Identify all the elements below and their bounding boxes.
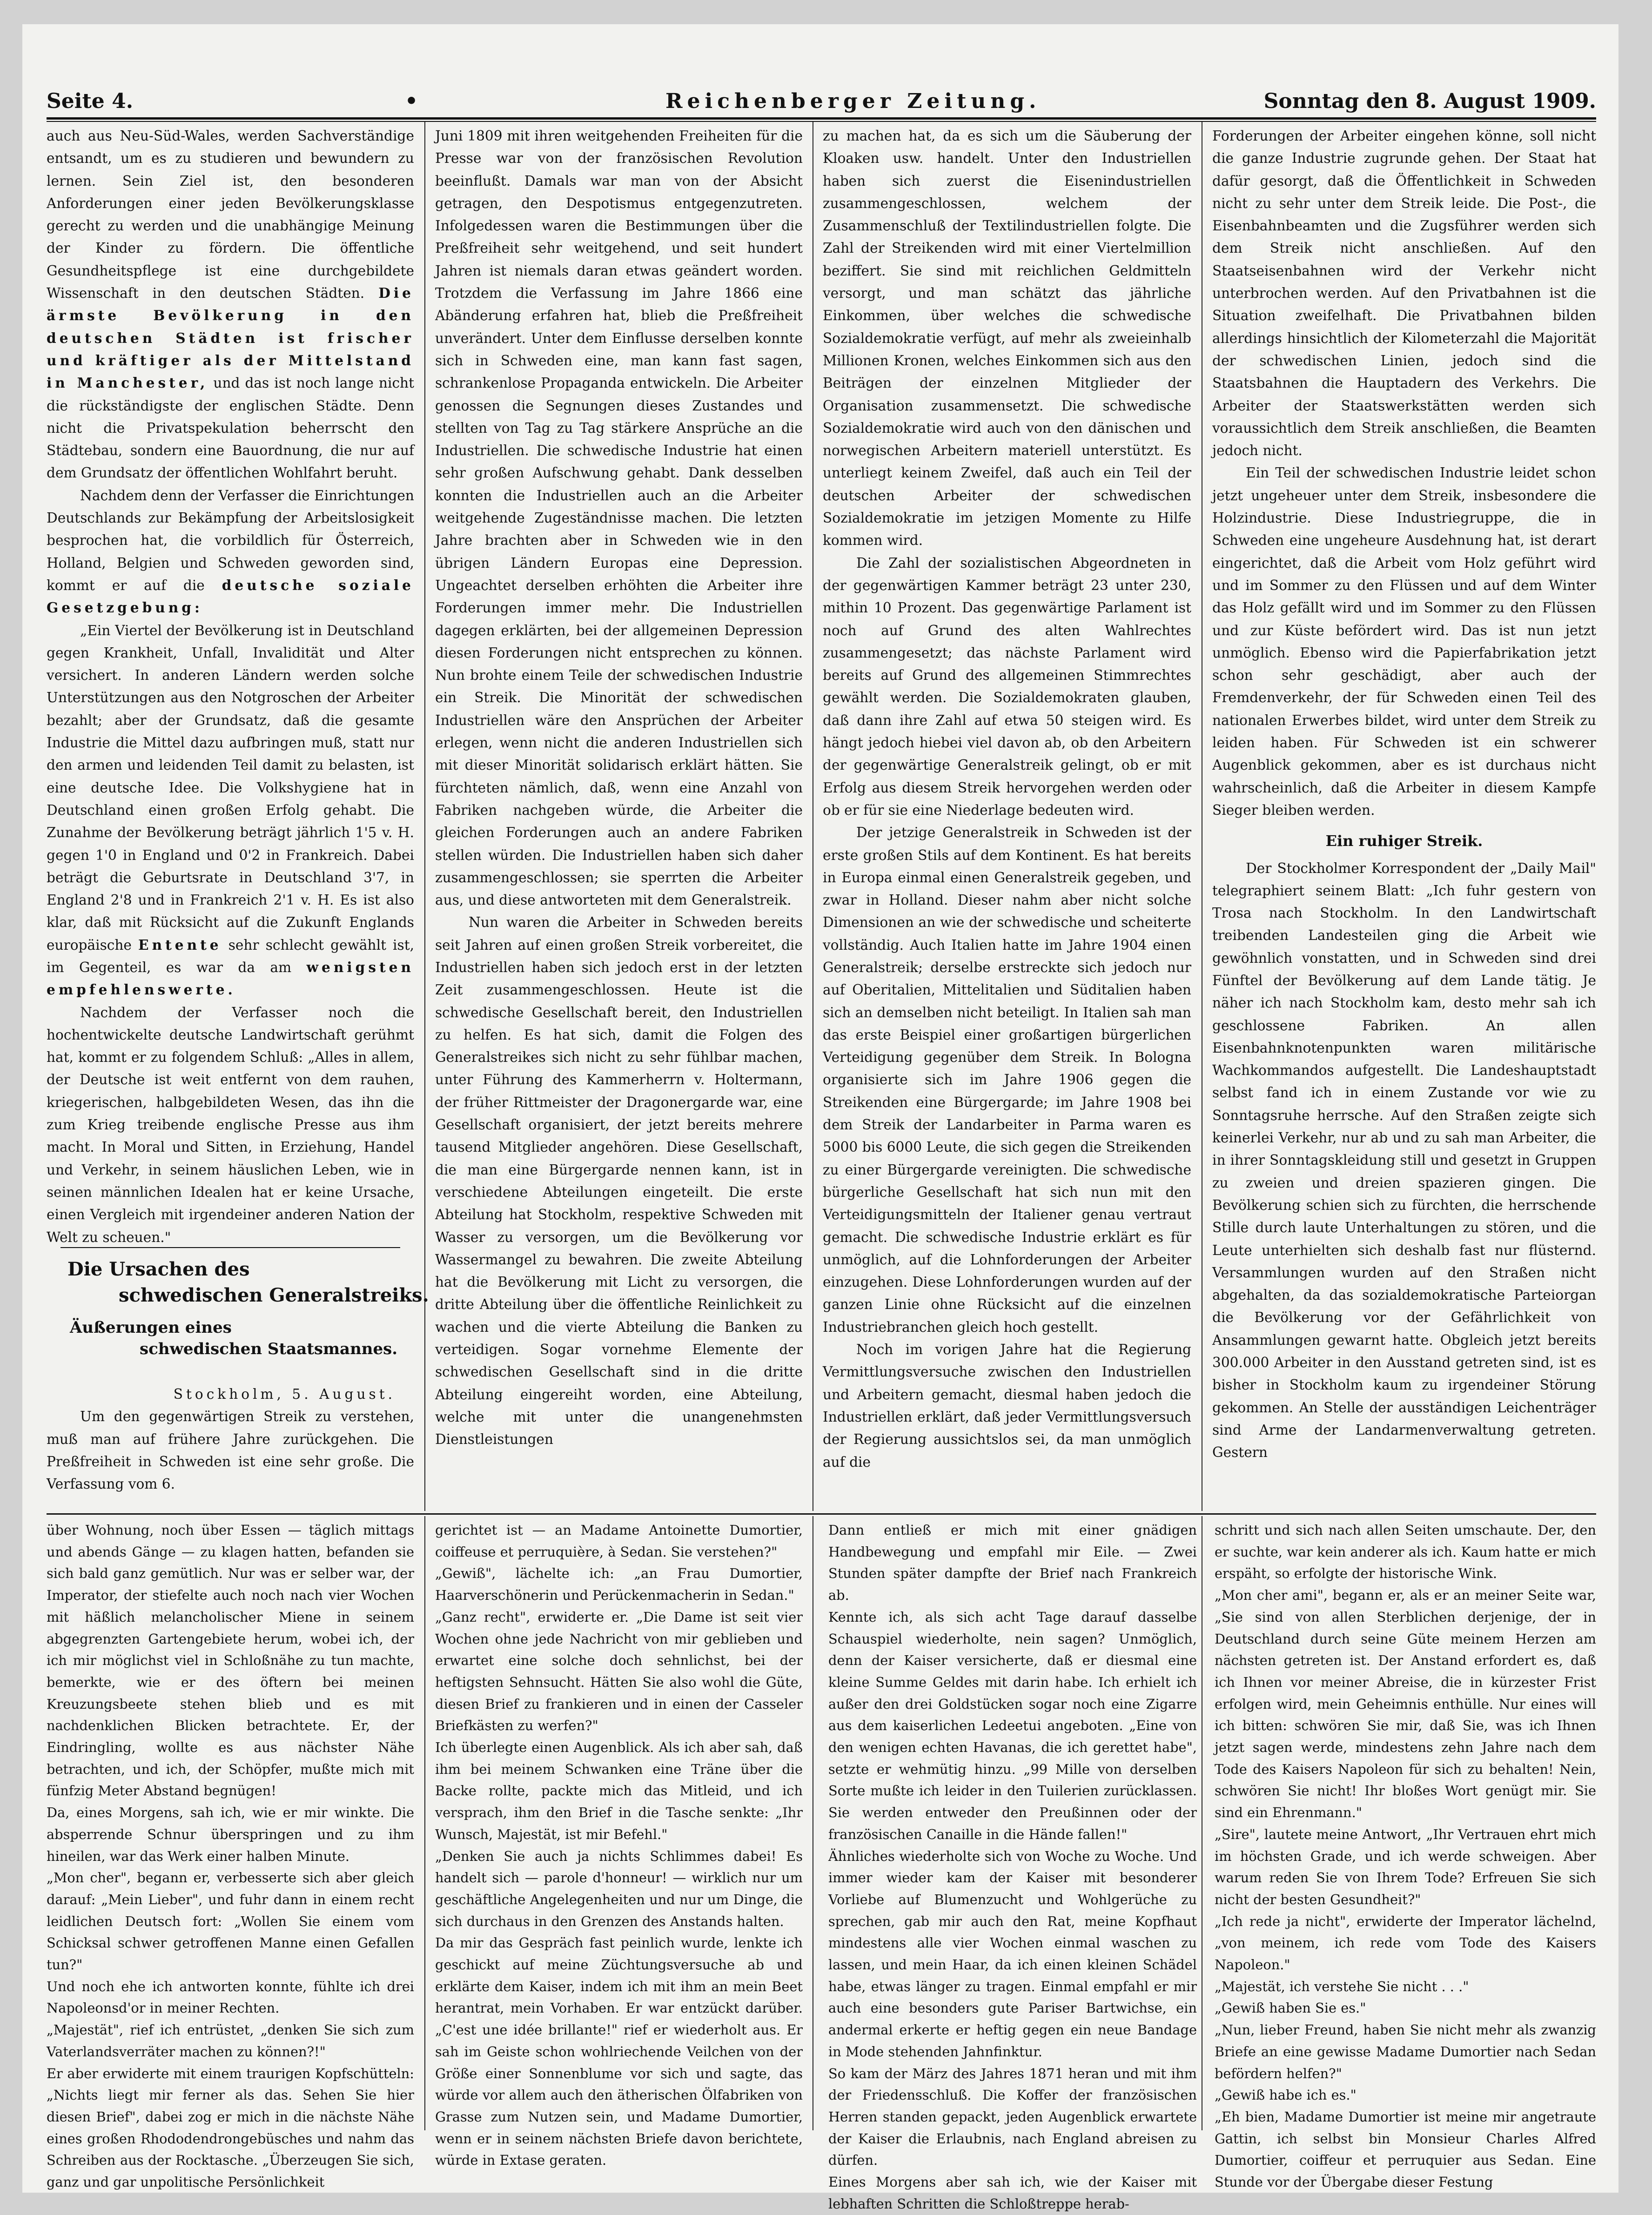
page-header <box>47 64 1596 120</box>
paragraph: Die Zahl der sozialistischen Abgeordneten in der gegenwärtigen Kammer beträgt 23 unter 230, mithin 10 Prozent. Das gegenwärtige Parlament ist noch auf Grund des alten Wahlrechtes zusammengesetzt; das nächste Parlament wird bereits auf Grund des allgemeinen Stimmrechtes gewählt werden. Die Sozialdemokraten glauben, daß dann ihre Zahl auf etwa 50 steigen wird. Es hängt jedoch hiebei viel davon ab, ob den Arbeitern der gegenwärtige Generalstreik gelingt, ob er mit Erfolg aus diesem Streik hervorgehen werden oder ob er für sie eine Niederlage bedeuten wird. <box>823 555 1191 818</box>
paragraph: Der jetzige Generalstreik in Schweden ist der erste großen Stils auf dem Kontinent. Es hat bereits in Europa einmal einen Generalstreik gegeben, und zwar in Holland. Dieser nahm aber nicht solche Dimensionen an wie der schwedische und scheiterte vollständig. Auch Italien hatte im Jahre 1904 einen Generalstreik; derselbe erstreckte sich jedoch nur auf Oberitalien, Mittelitalien und Süditalien haben sich an demselben nicht beteiligt. In Italien sah man das erste Beispiel einer großartigen bürgerlichen Verteidigung gegenüber dem Streik. In Bologna organisierte sich im Jahre 1906 gegen die Streikenden eine Bürgergarde; im Jahre 1908 bei dem Streik der Landarbeiter in Parma waren es 5000 bis 6000 Leute, die sich gegen die Streikenden zu einer Bürgergarde vereinigten. Die schwedische bürgerliche Gesellschaft hat sich nun mit den Verteidigungsmitteln der Italiener genau vertraut gemacht. Die schwedische Industrie erklärt es für unmöglich, auf die Lohnforderungen der Arbeiter einzugehen. Diese Lohnforderungen wurden auf der ganzen Linie ohne Rücksicht auf die einzelnen Industriebranchen gleich hoch gestellt. <box>823 825 1191 1335</box>
dateline: Stockholm, 5. August. <box>173 1386 396 1402</box>
paragraph: „Ein Viertel der Bevölkerung ist in Deutschland gegen Krankheit, Unfall, Invalidität und Alter versichert. In anderen Ländern werden solche Unterstützungen aus den Notgroschen der Arbeiter bezahlt; aber der Grundsatz, daß die gesamte Industrie die Mittel dazu aufbringen muß, statt nur den armen und leidenden Teil damit zu belasten, ist eine deutsche Idee. Die Volkshygiene hat in Deutschland einen großen Erfolg gehabt. Die Zunahme der Bevölkerung beträgt jährlich 1'5 v. H. gegen 1'0 in England und 0'2 in Frankreich. Dabei beträgt die Geburtsrate in Deutschland 3'7, in England 2'8 und in Frankreich 2'1 v. H. Es ist also klar, daß mit Rücksicht auf die Zukunft Englands europäische Entente sehr schlecht gewählt ist, im Gegenteil, es war da am wenigsten empfehlenswerte. <box>47 622 414 998</box>
column-divider <box>424 1516 425 2130</box>
header-ornament: • <box>405 89 418 113</box>
article-column-4 <box>1212 125 1596 1509</box>
article-column-2 <box>435 125 803 1509</box>
paragraph: über Wohnung, noch über Essen — täglich mittags und abends Gänge — zu klagen hatten, befanden sie sich bald ganz gemütlich. Nur was er selber war, der Imperator, der stiefelte auch noch nach vier Wochen mit häßlich melancholischer Miene in seinem abgegrenzten Gartengebiete herum, wobei ich, der ich mir möglichst viel in Schloßnähe zu tun machte, bemerkte, wie er des öftern bei meinen Kreuzungsbeete stehen blieb und es mit nachdenklichen Blicken betrachtete. Er, der Eindringling, wollte es aus nächster Nähe betrachten, und ich, der Schöpfer, mußte mich mit fünfzig Meter Abstand begnügen! Da, eines Morgens, sah ich, wie er mir winkte. Die absperrende Schnur überspringen und zu ihm hineilen, war das Werk einer halben Minute. „Mon cher", begann er, verbesserte sich aber gleich darauf: „Mein Lieber", und fuhr dann in einem recht leidlichen Deutsch fort: „Wollen Sie einem vom Schicksal schwer getroffenen Manne einen Gefallen tun?" Und noch ehe ich antworten konnte, fühlte ich drei Napoleonsd'or in meiner Rechten. „Majestät", rief ich entrüstet, „denken Sie sich zum Vaterlandsverräter machen zu können?!" Er aber erwiderte mit einem traurigen Kopfschütteln: „Nichts liegt mir ferner als das. Sehen Sie hier diesen Brief", dabei zog er mich in die nächste Nähe eines großen Rhododendrongebüsches und nahm das Schreiben aus der Rocktasche. „Überzeugen Sie sich, ganz und gar unpolitische Persönlichkeit <box>47 1522 414 2190</box>
section-subheading: Ein ruhiger Streik. <box>1325 832 1483 850</box>
page-number: Seite 4. <box>47 89 134 113</box>
paragraph: Um den gegenwärtigen Streik zu verstehen, muß man auf frühere Jahre zurückgehen. Die Preßfreiheit in Schweden ist eine sehr große. Die Verfassung vom 6. <box>47 1409 414 1492</box>
paragraph: Der Stockholmer Korrespondent der „Daily Mail" telegraphiert seinem Blatt: „Ich fuhr gestern von Trosa nach Stockholm. In den Landwirtschaft treibenden Landesteilen ging die Arbeit wie gewöhnlich vonstatten, und in Schweden sind drei Fünftel der Bevölkerung auf dem Lande tätig. Je näher ich nach Stockholm kam, desto mehr sah ich geschlossene Fabriken. An allen Eisenbahnknotenpunkten waren militärische Wachkommandos aufgestellt. Die Landeshauptstadt selbst fand ich in einem Zustande vor wie zu Sonntagsruhe herrsche. Auf den Straßen zeigte sich keinerlei Verkehr, nur ab und zu sah man Arbeiter, die in ihrer Sonntagskleidung still und gesetzt in Gruppen zu zweien und dreien spazieren gingen. Die Bevölkerung schien sich zu fürchten, die herrschende Stille durch laute Unterhaltungen zu stören, und die Leute unterhielten sich deshalb fast nur flüsternd. Versammlungen wurden auf den Straßen nicht abgehalten, da das sozialdemokratische Parteiorgan die Bevölkerung vor der Gefährlichkeit von Ansammlungen gewarnt hatte. Obgleich jetzt bereits 300.000 Arbeiter in den Ausstand getreten sind, ist es bisher in Stockholm kaum zu irgendeiner Störung gekommen. An Stelle der ausständigen Leichenträger sind Arme der Landarmenverwaltung getreten. Gestern <box>1212 860 1596 1461</box>
feuilleton-column-4 <box>1215 1519 1596 2190</box>
paragraph: Forderungen der Arbeiter eingehen könne, soll nicht die ganze Industrie zugrunde gehen. Der Staat hat dafür gesorgt, daß die Öffentlichkeit in Schweden nicht zu sehr unter dem Streik leide. Die Post-, die Eisenbahnbeamten und die Zugsführer werden sich dem Streik nicht anschließen. Auf den Staatseisenbahnen wird der Verkehr nicht unterbrochen werden. Auf den Privatbahnen ist die Situation zweifelhaft. Die Privatbahnen bilden allerdings hinsichtlich der Kilometerzahl die Majorität der schwedischen Linien, jedoch sind die Staatsbahnen die Hauptadern des Verkehrs. Die Arbeiter der Staatswerkstätten werden sich voraussichtlich dem Streik anschließen, die Beamten jedoch nicht. <box>1212 128 1596 459</box>
article-intro <box>47 1383 414 1513</box>
feuilleton-column-3 <box>828 1519 1197 2212</box>
paragraph: Juni 1809 mit ihren weitgehenden Freiheiten für die Presse war von der französischen Revolution beeinflußt. Damals war man von der Absicht getragen, den Despotismus entgegenzutreten. Infolgedessen waren die Bestimmungen über die Preßfreiheit sehr weitgehend, und seit hundert Jahren ist niemals daran etwas geändert worden. Trotzdem die Verfassung im Jahre 1866 eine Abänderung erfahren hat, blieb die Preßfreiheit unverändert. Unter dem Einflusse derselben konnte sich in Schweden eine, man kann fast sagen, schrankenlose Propaganda entwickeln. Die Arbeiter genossen die Segnungen dieses Zustandes und stellten von Tag zu Tag stärkere Ansprüche an die Industriellen. Die schwedische Industrie hat einen sehr großen Aufschwung gehabt. Dank desselben konnten die Industriellen auch an die Arbeiter weitgehende Zugeständnisse machen. Die letzten Jahre brachten aber in Schweden wie in den übrigen Ländern Europas eine Depression. Ungeachtet derselben erhöhten die Arbeiter ihre Forderungen immer mehr. Die Industriellen dagegen erklärten, bei der allgemeinen Depression diesen Forderungen nicht entsprechen zu können. Nun brohte einem Teile der schwedischen Industrie ein Streik. Die Minorität der schwedischen Industriellen wäre den Ansprüchen der Arbeiter erlegen, wenn nicht die anderen Industriellen sich mit dieser Minorität solidarisch erklärt hätten. Sie fürchteten nämlich, daß, wenn eine Anzahl von Fabriken nachgeben würde, die Arbeiter die gleichen Forderungen auch an andere Fabriken stellen würden. Die Industriellen haben sich daher zusammengeschlossen; sie sperrten die Arbeiter aus, und diese antworteten mit dem Generalstreik. <box>435 128 803 908</box>
paragraph: schritt und sich nach allen Seiten umschaute. Der, den er suchte, war kein anderer als ich. Kaum hatte er mich erspäht, so erfolgte der historische Wink. „Mon cher ami", begann er, als er an meiner Seite war, „Sie sind von allen Sterblichen derjenige, der in Deutschland durch seine Güte meinem Herzen am nächsten getreten ist. Der Anstand erfordert es, daß ich Ihnen vor meiner Abreise, die in kürzester Frist erfolgen wird, mein Geheimnis enthülle. Nur eines will ich bitten: schwören Sie mir, daß Sie, was ich Ihnen jetzt sagen werde, mindestens zehn Jahre nach dem Tode des Kaisers Napoleon für sich zu behalten! Nein, schwören Sie nicht! Ihr bloßes Wort genügt mir. Sie sind ein Ehrenmann." „Sire", lautete meine Antwort, „Ihr Vertrauen ehrt mich im höchsten Grade, und ich werde schweigen. Aber warum reden Sie von Ihrem Tode? Erfreuen Sie sich nicht der besten Gesundheit?" „Ich rede ja nicht", erwiderte der Imperator lächelnd, „von meinem, ich rede vom Tode des Kaisers Napoleon." „Majestät, ich verstehe Sie nicht . . ." „Gewiß haben Sie es." „Nun, lieber Freund, haben Sie nicht mehr als zwanzig Briefe an eine gewisse Madame Dumortier nach Sedan befördern helfen?" „Gewiß habe ich es." „Eh bien, Madame Dumortier ist meine mir angetraute Gattin, ich selbst bin Monsieur Charles Alfred Dumortier, coiffeur et perruquier aus Sedan. Eine Stunde vor der Übergabe dieser Festung <box>1215 1522 1596 2190</box>
feuilleton-column-2 <box>435 1519 803 2168</box>
issue-date: Sonntag den 8. August 1909. <box>1263 89 1596 113</box>
paragraph: Nun waren die Arbeiter in Schweden bereits seit Jahren auf einen großen Streik vorbereitet, die Industriellen haben sich jedoch erst in der letzten Zeit zusammengeschlossen. Heute ist die schwedische Gesellschaft bereit, den Industriellen zu helfen. Es hat sich, damit die Folgen des Generalstreikes sich nicht zu sehr fühlbar machen, unter Führung des Kammerherrn v. Holtermann, der früher Rittmeister der Dragonergarde war, eine Gesellschaft organisiert, der jetzt bereits mehrere tausend Mitglieder angehören. Diese Gesellschaft, die man eine Bürgergarde nennen kann, ist in verschiedene Abteilungen eingeteilt. Die erste Abteilung hat Stockholm, respektive Schweden mit Wasser zu versorgen, um die Bevölkerung vor Wassermangel zu bewahren. Die zweite Abteilung hat die Bevölkerung mit Licht zu versorgen, die dritte Abteilung über die öffentliche Reinlichkeit zu wachen und die vierte Abteilung die Banken zu verteidigen. Sogar vornehme Elemente der schwedischen Gesellschaft sind in die dritte Abteilung eingereiht worden, eine Abteilung, welche mit unter die unangenehmsten Dienstleistungen <box>435 914 803 1448</box>
paragraph: Nachdem der Verfasser noch die hochentwickelte deutsche Landwirtschaft gerühmt hat, kommt er zu folgendem Schluß: „Alles in allem, der Deutsche ist weit entfernt von dem rauhen, kriegerischen, halbgebildeten Wesen, das ihn die zum Krieg treibende englische Presse aus ihm macht. In Moral und Sitten, in Erziehung, Handel und Verkehr, in seinem häuslichen Leben, wie in seinen männlichen Idealen hat er keine Ursache, einen Vergleich mit irgendeiner anderen Nation der Welt zu scheuen." <box>47 1004 414 1245</box>
feuilleton-rule <box>47 1513 1596 1515</box>
newspaper-title: Reichenberger Zeitung. <box>665 89 1041 113</box>
paragraph: gerichtet ist — an Madame Antoinette Dumortier, coiffeuse et perruquière, à Sedan. Sie verstehen?" „Gewiß", lächelte ich: „an Frau Dumortier, Haarverschönerin und Perückenmacherin in Sedan." „Ganz recht", erwiderte er. „Die Dame ist seit vier Wochen ohne jede Nachricht von mir geblieben und erwartet eine solche doch sehnlichst, bei der heftigsten Sehnsucht. Hätten Sie also wohl die Güte, diesen Brief zu frankieren und in einen der Casseler Briefkästen zu werfen?" Ich überlegte einen Augenblick. Als ich aber sah, daß ihm bei meinem Schwanken eine Träne über die Backe rollte, packte mich das Mitleid, und ich versprach, ihm den Brief in die Tasche senkte: „Ihr Wunsch, Majestät, ist mir Befehl." „Denken Sie auch ja nichts Schlimmes dabei! Es handelt sich — parole d'honneur! — wirklich nur um geschäftliche Angelegenheiten und nur um Dinge, die sich durchaus in den Grenzen des Anstands halten. Da mir das Gespräch fast peinlich wurde, lenkte ich geschickt auf meine Züchtungsversuche ab und erklärte dem Kaiser, indem ich mit ihm an mein Beet herantrat, mein Vorhaben. Er war entzückt darüber. „C'est une idée brillante!" rief er wiederholt aus. Er sah im Geiste schon wohlriechende Veilchen von der Größe einer Sonnenblume vor sich und sagte, das würde vor allem auch den ätherischen Ölfabriken von Grasse zum Nutzen sein, und Madame Dumortier, wenn er in seinem nächsten Briefe davon berichtete, würde in Extase geraten. <box>435 1522 803 2168</box>
paragraph: Noch im vorigen Jahre hat die Regierung Vermittlungsversuche zwischen den Industriellen und Arbeitern gemacht, diesmal haben jedoch die Industriellen erklärt, daß jeder Vermittlungsversuch der Regierung aussichtslos sei, da man unmöglich auf die <box>823 1342 1191 1470</box>
paragraph: auch aus Neu-Süd-Wales, werden Sachverständige entsandt, um es zu studieren und bewundern zu lernen. Sein Ziel ist, den besonderen Anforderungen einer jeden Bevölkerungsklasse gerecht zu werden und die unabhängige Meinung der Kinder zu fördern. Die öffentliche Gesundheitspflege ist eine durchgebildete Wissenschaft in den deutschen Städten. Die ärmste Bevölkerung in den deutschen Städten ist frischer und kräftiger als der Mittelstand in Manchester, und das ist noch lange nicht die rückständigste der englischen Städte. Denn nicht die Privatspekulation beherrscht den Städtebau, sondern eine Bauordnung, die nur auf dem Grundsatz der öffentlichen Wohlfahrt beruht. <box>47 128 414 481</box>
paragraph: Dann entließ er mich mit einer gnädigen Handbewegung und empfahl mir Eile. — Zwei Stunden später dampfte der Brief nach Frankreich ab. Kennte ich, als sich acht Tage darauf dasselbe Schauspiel wiederholte, nein sagen? Unmöglich, denn der Kaiser versicherte, daß er diesmal eine kleine Summe Geldes mit darin habe. Ich erhielt ich außer den drei Goldstücken sogar noch eine Zigarre aus dem kaiserlichen Ledeetui angeboten. „Eine von den wenigen echten Havanas, die ich gerettet habe", setzte er wehmütig hinzu. „99 Mille von derselben Sorte mußte ich leider in den Tuilerien zurücklassen. Sie werden entweder den Preußinnen oder der französischen Canaille in die Hände fallen!" Ähnliches wiederholte sich von Woche zu Woche. Und immer wieder kam der Kaiser mit besonderer Vorliebe auf Blumenzucht und Wohlgerüche zu sprechen, gab mir auch den Rat, meine Kopfhaut mindestens alle vier Wochen einmal waschen zu lassen, und mein Haar, da ich einen kleinen Schädel habe, etwas länger zu tragen. Einmal empfahl er mir auch eine besonders gute Pariser Bartwichse, ein andermal erkerte er heftig gegen ein neue Bandage in Mode stehenden Jahnfinktur. So kam der März des Jahres 1871 heran und mit ihm der Friedensschluß. Die Koffer der französischen Herren standen gepackt, jeden Augenblick erwartete der Kaiser die Erlaubnis, nach England abreisen zu dürfen. Eines Morgens aber sah ich, wie der Kaiser mit lebhaften Schritten die Schloßtreppe herab- <box>828 1522 1197 2212</box>
article-column-3 <box>823 125 1191 1509</box>
section-rule <box>60 1247 400 1248</box>
header-rule <box>47 117 1596 122</box>
article-subheadline: Äußerungen eines schwedischen Staatsmannes. <box>70 1318 398 1358</box>
paragraph: zu machen hat, da es sich um die Säuberung der Kloaken usw. handelt. Unter den Industriellen haben sich zuerst die Eisenindustriellen zusammengeschlossen, welchem der Zusammenschluß der Textilindustriellen folgte. Die Zahl der Streikenden wird mit einer Viertelmillion beziffert. Sie sind mit reichlichen Geldmitteln versorgt, und man schätzt das jährliche Einkommen, über welches die schwedische Sozialdemokratie verfügt, auf mehr als zweieinhalb Millionen Kronen, welches Einkommen sich aus den Beiträgen der einzelnen Mitglieder der Organisation zusammensetzt. Die schwedische Sozialdemokratie wird auch von den dänischen und norwegischen Arbeitern materiell unterstützt. Es unterliegt keinem Zweifel, daß auch ein Teil der deutschen Arbeiter der schwedischen Sozialdemokratie im jetzigen Momente zu Hilfe kommen wird. <box>823 128 1191 549</box>
article-headline: Die Ursachen des schwedischen Generalstreiks. <box>67 1258 429 1306</box>
paragraph: Ein Teil der schwedischen Industrie leidet schon jetzt ungeheuer unter dem Streik, insbesondere die Holzindustrie. Diese Industriegruppe, die in Schweden eine ungeheure Ausdehnung hat, ist derart eingerichtet, daß die Arbeit vom Holz geführt wird und im Sommer zu den Flüssen und auf dem Winter das Holz gefällt wird und im Sommer zu den Flüssen und zur Küste befördert wird. Das ist nun jetzt unmöglich. Ebenso wird die Papierfabrikation jetzt schon sehr geschädigt, aber auch der Fremdenverkehr, der für Schweden einen Teil des nationalen Erwerbes bildet, wird unter dem Streik zu leiden haben. Für Schweden ist ein schwerer Augenblick gekommen, aber es ist durchaus nicht wahrscheinlich, daß die Arbeiter in diesem Kampfe Sieger bleiben werden. <box>1212 465 1596 818</box>
article-column-1 <box>47 125 414 1245</box>
paragraph: Nachdem denn der Verfasser die Einrichtungen Deutschlands zur Bekämpfung der Arbeitslosigkeit besprochen hat, die vorbildlich für Österreich, Holland, Belgien und Schweden geworden sind, kommt er auf die deutsche soziale Gesetzgebung: <box>47 487 414 616</box>
feuilleton-column-1 <box>47 1519 414 2190</box>
